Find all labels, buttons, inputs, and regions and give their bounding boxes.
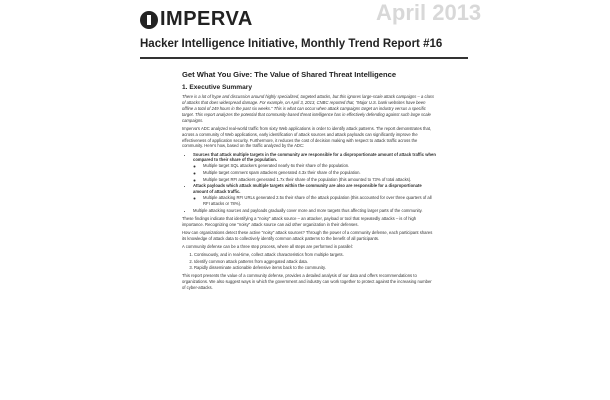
finding-item — [193, 183, 436, 207]
finding-sublist — [193, 195, 436, 207]
finding-subitem: ◦ Multiple target SQL attackers generated nearly 6x their share of the population. — [203, 163, 436, 169]
paragraph-detection: How can organizations detect these active "noisy" attack sources? Through the power of a community defense, each participant shares its knowledge of attack data to collectively identify common attack patterns to the benefit of all participants. — [182, 229, 433, 241]
paragraph-findings: These findings indicate that identifying a "noisy" attack source – an attacker, payload or tool that repeatedly attacks – is of high importance. Recognizing one "noisy" attack source can aid other organization in their defenses. — [182, 215, 417, 227]
date-stamp: April 2013 — [376, 0, 482, 25]
findings-list — [182, 152, 436, 214]
finding-lead: Sources that attack multiple targets in the community are responsible for a disproportionate amount of attack traffic when compared to their share of the population. — [193, 151, 436, 163]
finding-item — [193, 208, 436, 214]
logo-wordmark: IMPERVA — [160, 8, 253, 30]
step-item: 2. Identify common attack patterns from aggregated attack data. — [194, 259, 436, 265]
finding-subitem: ◦ Multiple target comment spam attackers generated 4.3x their share of the population. — [203, 170, 436, 176]
section-heading: 1. Executive Summary — [182, 84, 253, 91]
imperva-logo-mark-icon — [140, 11, 158, 29]
finding-lead: Multiple attacking sources and payloads gradually cover more and more targets thus affecting larger parts of the community. — [193, 207, 423, 213]
paragraph-conclusion: This report presents the value of a community defense, provides a detailed analysis of our data and offers recommendations to organizations. We also suggest ways in which the government and industry can work together to protect against the increasing number of cyber-attacks. — [182, 273, 432, 290]
steps-list — [182, 252, 436, 271]
step-item: 1. Continuously, and in real-time, collect attack characteristics from multiple targets. — [194, 252, 436, 258]
report-title: Hacker Intelligence Initiative, Monthly Trend Report #16 — [140, 38, 443, 50]
report-body — [182, 70, 436, 293]
article-title: Get What You Give: The Value of Shared Threat Intelligence — [182, 70, 397, 79]
finding-sublist — [193, 163, 436, 182]
intro-paragraph: There is a lot of hype and discussion around highly specialized, targeted attacks, but this ignores large-scale attack campaigns – a class of attacks that does widespread damage. For example, on April 3, 2013, CNBC reported that, "Major U.S. bank websites have been offline a total of 249 hours in the past six weeks." This is what can occur when attack campaigns target an industry versus a specific target. This report analyzes the potential that community-based threat intelligence has in effectively defending against such large scale campaigns. — [182, 94, 435, 123]
imperva-logo — [140, 8, 253, 31]
header-divider — [140, 57, 468, 59]
finding-subitem: ◦ Multiple attacking RFI URLs generated 2.5x their share of the attack population (this accounted for over three quarters of all RFI attacks or 78%). — [203, 195, 436, 207]
finding-lead: Attack payloads which attack multiple targets within the community are also are responsible for a disproportionate amount of attack traffic. — [193, 183, 422, 195]
step-item: 3. Rapidly disseminate actionable defensive items back to the community. — [194, 265, 436, 271]
finding-subitem: ◦ Multiple target RFI attackers generated 1.7x their share of the population (this amounted to 73% of total attacks). — [203, 177, 436, 183]
paragraph-process: A community defense can be a three step process, where all steps are performed in parallel: — [182, 243, 353, 249]
paragraph-analysis: Imperva's ADC analyzed real-world traffic from sixty Web applications in order to identify attack patterns. The report demonstrates that, across a community of Web applications, early identification of attack sources and attack payloads can significantly improve the effectiveness of application security. Furthermore, it reduces the cost of decision making with respect to attack traffic across the community. Here's how, based on the traffic analyzed by the ADC: — [182, 125, 432, 149]
finding-item — [193, 152, 436, 183]
